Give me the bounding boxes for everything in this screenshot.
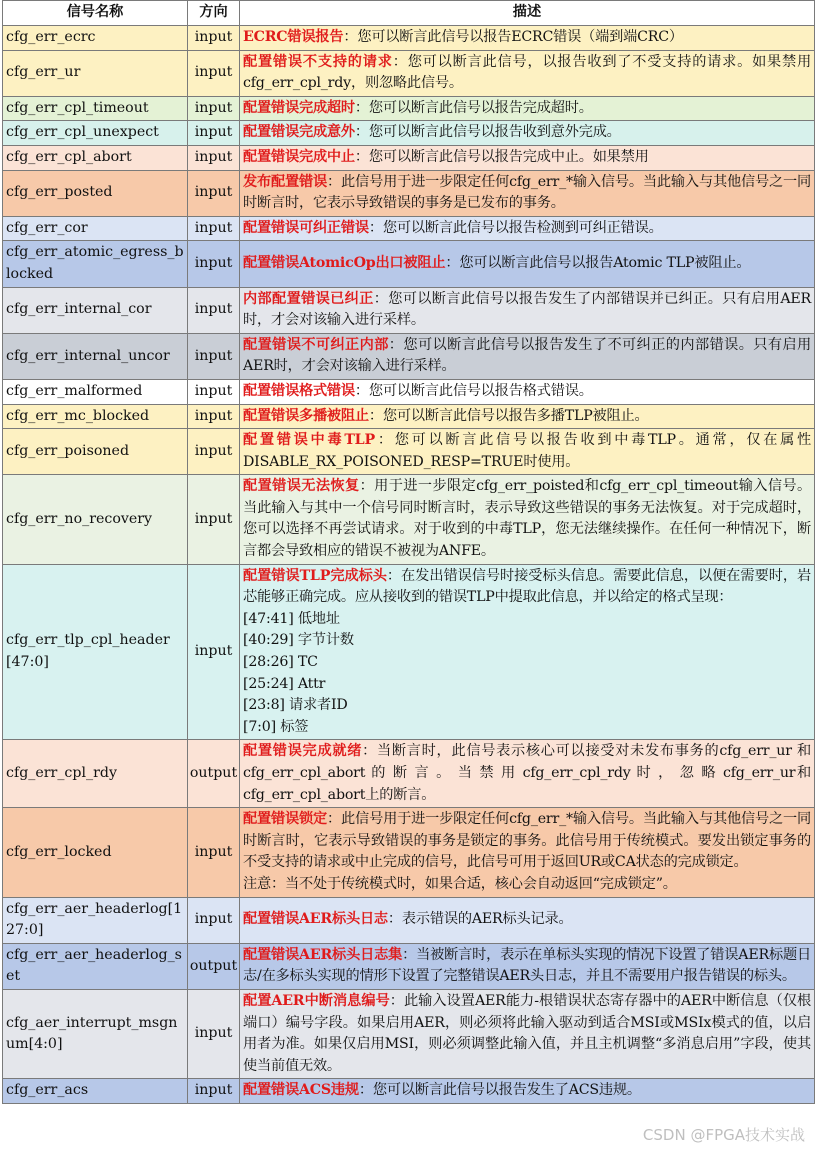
- table-row: [3, 564, 815, 740]
- description-text: ：您可以断言此信号以报告ECRC错误（端到端CRC）: [343, 29, 683, 45]
- description-highlight: 内部配置错误已纠正: [243, 290, 374, 307]
- description-cell: [240, 241, 815, 287]
- direction-cell: input: [188, 96, 240, 121]
- signal-name-cell: cfg_err_cpl_abort: [3, 145, 188, 170]
- description-line: [40:29] 字节计数: [243, 632, 354, 649]
- direction-cell: input: [188, 404, 240, 429]
- signal-name-cell: cfg_err_poisoned: [3, 429, 188, 475]
- description-highlight: 配置错误多播被阻止: [243, 407, 369, 424]
- table-row: [3, 333, 815, 379]
- description-text: ：您可以断言此信号以报告Atomic TLP被阻止。: [445, 255, 751, 272]
- direction-cell: input: [188, 50, 240, 96]
- signal-name-cell: cfg_err_internal_cor: [3, 287, 188, 333]
- table-row: [3, 287, 815, 333]
- direction-cell: input: [188, 1079, 240, 1104]
- description-cell: [240, 429, 815, 475]
- direction-cell: input: [188, 333, 240, 379]
- description-highlight: 配置错误AtomicOp出口被阻止: [243, 255, 446, 272]
- description-line: 注意：当不处于传统模式时，如果合适，核心会自动返回“完成锁定”。: [243, 875, 677, 892]
- direction-cell: input: [188, 170, 240, 216]
- table-header-row: [3, 1, 815, 26]
- description-text: ：在发出错误信号时接受标头信息。需要此信息，以便在需要时，岩芯能够正确完成。应从接收到的错误TLP中提取此信息，并以给定的格式呈现：: [243, 567, 811, 606]
- signal-name-cell: cfg_err_mc_blocked: [3, 404, 188, 429]
- table-row: [3, 241, 815, 287]
- direction-cell: input: [188, 808, 240, 897]
- description-text: ：表示错误的AER标头记录。: [387, 911, 573, 928]
- table-row: [3, 897, 815, 943]
- watermark: CSDN @FPGA技术实战: [642, 1126, 805, 1144]
- signal-name-cell: cfg_err_ur: [3, 50, 188, 96]
- table-row: [3, 26, 815, 51]
- direction-cell: input: [188, 241, 240, 287]
- description-cell: [240, 897, 815, 943]
- description-highlight: ECRC错误报告: [243, 29, 344, 45]
- description-highlight: 配置错误不支持的请求: [243, 53, 393, 70]
- signal-name-cell: cfg_err_posted: [3, 170, 188, 216]
- description-highlight: 配置错误完成意外: [243, 124, 355, 141]
- description-cell: [240, 50, 815, 96]
- description-cell: [240, 808, 815, 897]
- description-text: ：您可以断言此信号以报告完成超时。: [354, 99, 593, 116]
- description-highlight: 配置错误ACS违规: [243, 1082, 359, 1099]
- direction-cell: input: [188, 564, 240, 740]
- description-highlight: 配置错误无法恢复: [243, 478, 360, 495]
- table-row: [3, 989, 815, 1078]
- description-line: [28:26] TC: [243, 654, 318, 671]
- signal-name-cell: cfg_err_locked: [3, 808, 188, 897]
- description-highlight: 发布配置错误: [243, 173, 328, 190]
- signal-name-cell: cfg_err_atomic_egress_blocked: [3, 241, 188, 287]
- description-cell: [240, 145, 815, 170]
- description-line: [25:24] Attr: [243, 675, 326, 692]
- table-row: [3, 404, 815, 429]
- description-text: ：您可以断言此信号以报告收到意外完成。: [354, 124, 621, 141]
- signal-name-cell: cfg_err_ecrc: [3, 26, 188, 51]
- description-text: ：用于进一步限定cfg_err_poisted和cfg_err_cpl_timeout输入信号。当此输入与其中一个信号同时断言时，表示导致这些错误的事务无法恢复。对于完成超时，您可以选择不再尝试请求。对于收到的中毒TLP，您无法继续操作。在任何一种情况下，断言都会导致相应的错误不被视为ANFE。: [243, 478, 811, 560]
- signal-table: [2, 0, 815, 1104]
- table-row: [3, 50, 815, 96]
- direction-cell: input: [188, 897, 240, 943]
- direction-cell: input: [188, 989, 240, 1078]
- description-cell: [240, 170, 815, 216]
- description-cell: [240, 943, 815, 989]
- table-row: [3, 429, 815, 475]
- table-row: [3, 121, 815, 146]
- description-text: ：您可以断言此信号以报告发生了内部错误并已纠正。只有启用AER时，才会对该输入进行采样。: [243, 290, 811, 329]
- signal-name-cell: cfg_err_cor: [3, 216, 188, 241]
- table-row: [3, 475, 815, 564]
- description-text: ：您可以断言此信号以报告格式错误。: [354, 382, 593, 399]
- description-highlight: 配置错误AER标头日志: [243, 911, 388, 928]
- direction-cell: input: [188, 379, 240, 404]
- signal-name-cell: cfg_err_no_recovery: [3, 475, 188, 564]
- description-text: ：您可以断言此信号以报告发生了ACS违规。: [358, 1082, 641, 1099]
- description-cell: [240, 287, 815, 333]
- description-text: ：您可以断言此信号以报告发生了不可纠正的内部错误。只有启用AER时，才会对该输入进行采样。: [243, 336, 811, 375]
- description-highlight: 配置错误锁定: [243, 811, 328, 828]
- description-line: [47:41] 低地址: [243, 610, 340, 627]
- description-highlight: 配置错误中毒TLP: [243, 432, 375, 449]
- description-highlight: 配置错误TLP完成标头: [243, 567, 387, 584]
- signal-name-cell: cfg_err_cpl_rdy: [3, 740, 188, 808]
- description-text: ：您可以断言此信号，以报告收到了不受支持的请求。如果禁用cfg_err_cpl_rdy，则忽略此信号。: [243, 53, 811, 92]
- direction-cell: input: [188, 121, 240, 146]
- description-text: ：您可以断言此信号以报告收到中毒TLP。通常，仅在属性DISABLE_RX_POISONED_RESP=TRUE时使用。: [243, 432, 811, 470]
- direction-cell: input: [188, 145, 240, 170]
- description-highlight: 配置错误完成就绪: [243, 743, 363, 760]
- description-text: ：此输入设置AER能力-根错误状态寄存器中的AER中断信息（仅根端口）编号字段。如果启用AER，则必须将此输入驱动到适合MSI或MSIx模式的值，以启用者为准。如果仅启用MSI，则必须调整此输入值，并且主机调整“多消息启用”字段，使其使当前值无效。: [243, 992, 812, 1074]
- description-highlight: 配置AER中断消息编号: [243, 992, 390, 1009]
- description-cell: [240, 475, 815, 564]
- description-cell: [240, 740, 815, 808]
- description-cell: [240, 404, 815, 429]
- direction-cell: input: [188, 287, 240, 333]
- description-cell: [240, 379, 815, 404]
- description-text: ：您可以断言此信号以报告多播TLP被阻止。: [368, 407, 649, 424]
- direction-cell: input: [188, 475, 240, 564]
- signal-name-cell: cfg_err_aer_headerlog_set: [3, 943, 188, 989]
- description-line: [7:0] 标签: [243, 718, 309, 735]
- description-text: ：此信号用于进一步限定任何cfg_err_*输入信号。当此输入与其他信号之一同时断言时，它表示导致错误的事务是已发布的事务。: [243, 173, 811, 212]
- description-text: ：您可以断言此信号以报告完成中止。如果禁用: [354, 148, 649, 165]
- description-line: [23:8] 请求者ID: [243, 697, 348, 714]
- signal-name-cell: cfg_err_malformed: [3, 379, 188, 404]
- signal-name-cell: cfg_aer_interrupt_msgnum[4:0]: [3, 989, 188, 1078]
- table-row: [3, 943, 815, 989]
- description-cell: [240, 216, 815, 241]
- table-row: [3, 145, 815, 170]
- description-highlight: 配置错误完成中止: [243, 148, 355, 165]
- description-cell: [240, 96, 815, 121]
- direction-cell: input: [188, 26, 240, 51]
- description-text: ：当断言时，此信号表示核心可以接受对未发布事务的cfg_err_ur 和 cfg_err_cpl_abort 的 断 言 。 当 禁 用 cfg_err_cpl_rdy 时 ， 忽 略 cfg_err_ur和cfg_err_cpl_abort上的断言。: [243, 743, 811, 803]
- description-cell: [240, 564, 815, 740]
- signal-name-cell: cfg_err_acs: [3, 1079, 188, 1104]
- signal-name-cell: cfg_err_tlp_cpl_header[47:0]: [3, 564, 188, 740]
- table-row: [3, 740, 815, 808]
- description-text: ：您可以断言此信号以报告检测到可纠正错误。: [368, 219, 663, 236]
- signal-name-cell: cfg_err_aer_headerlog[127:0]: [3, 897, 188, 943]
- direction-cell: input: [188, 429, 240, 475]
- description-text: ：当被断言时，表示在单标头实现的情况下设置了错误AER标题日志/在多标头实现的情形下设置了完整错误AER头日志，并且不需要用户报告错误的标头。: [243, 946, 811, 985]
- description-cell: [240, 1079, 815, 1104]
- signal-name-cell: cfg_err_internal_uncor: [3, 333, 188, 379]
- table-row: [3, 96, 815, 121]
- table-row: [3, 216, 815, 241]
- table-row: [3, 808, 815, 897]
- header-description: 描述: [240, 1, 815, 26]
- direction-cell: output: [188, 943, 240, 989]
- direction-cell: output: [188, 740, 240, 808]
- description-cell: [240, 26, 815, 51]
- direction-cell: input: [188, 216, 240, 241]
- header-signal-name: 信号名称: [3, 1, 188, 26]
- description-highlight: 配置错误格式错误: [243, 382, 355, 399]
- table-row: [3, 1079, 815, 1104]
- description-cell: [240, 121, 815, 146]
- description-highlight: 配置错误可纠正错误: [243, 219, 369, 236]
- table-row: [3, 170, 815, 216]
- header-direction: 方向: [188, 1, 240, 26]
- description-highlight: 配置错误AER标头日志集: [243, 946, 403, 963]
- description-highlight: 配置错误完成超时: [243, 99, 355, 116]
- signal-name-cell: cfg_err_cpl_unexpect: [3, 121, 188, 146]
- table-row: [3, 379, 815, 404]
- signal-name-cell: cfg_err_cpl_timeout: [3, 96, 188, 121]
- description-cell: [240, 989, 815, 1078]
- description-highlight: 配置错误不可纠正内部: [243, 336, 389, 353]
- description-text: ：此信号用于进一步限定任何cfg_err_*输入信号。当此输入与其他信号之一同时断言时，它表示导致错误的事务是锁定的事务。此信号用于传统模式。要发出锁定事务的不受支持的请求或中止完成的信号，此信号可用于返回UR或CA状态的完成锁定。: [243, 811, 811, 871]
- description-cell: [240, 333, 815, 379]
